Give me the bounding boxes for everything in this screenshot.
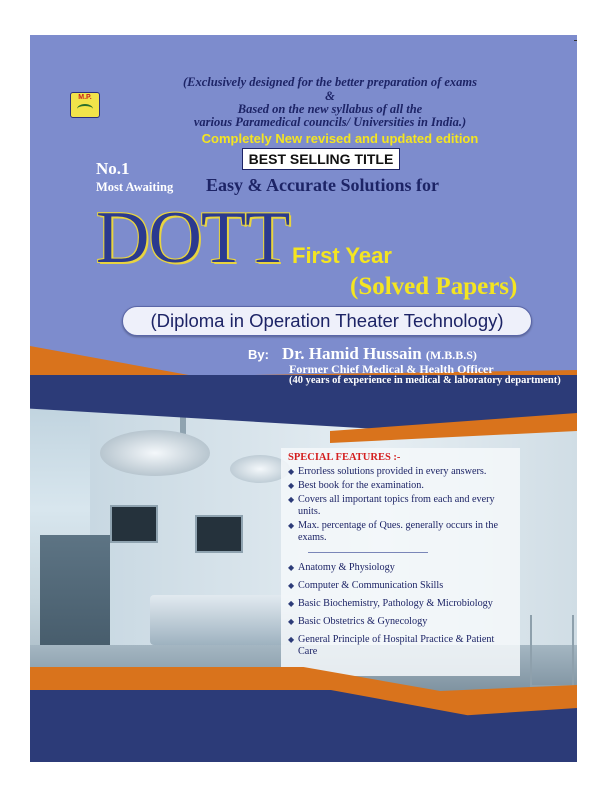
subject-item xyxy=(288,580,513,592)
feature-item xyxy=(288,480,513,492)
book-title: DOTT xyxy=(96,197,290,279)
diamond-bullet-icon: ◆ xyxy=(288,521,295,530)
author-degree: (M.B.B.S) xyxy=(425,348,477,362)
operating-table xyxy=(150,595,300,645)
subject-item xyxy=(288,616,513,628)
subject-item xyxy=(288,634,513,658)
author-by-label: By: xyxy=(248,347,269,362)
author-name-text: Dr. Hamid Hussain xyxy=(282,344,422,363)
subject-text: Basic Obstetrics & Gynecology xyxy=(298,616,428,627)
diamond-bullet-icon: ◆ xyxy=(288,495,295,504)
rank-number: No.1 xyxy=(96,159,130,178)
features-title: SPECIAL FEATURES :- xyxy=(288,452,401,463)
year-label: First Year xyxy=(292,243,392,268)
surgical-lamp-icon xyxy=(100,430,210,476)
blurb-line-1: (Exclusively designed for the better preparation of exams xyxy=(182,75,478,89)
headline: Easy & Accurate Solutions for xyxy=(206,175,439,195)
rank-caption: Most Awaiting xyxy=(96,180,174,194)
feature-item xyxy=(288,520,513,544)
subject-text: General Principle of Hospital Practice & Patient Care xyxy=(298,634,495,657)
subject-text: Anatomy & Physiology xyxy=(298,562,395,573)
feature-text: Errorless solutions provided in every answers. xyxy=(298,466,487,477)
diamond-bullet-icon: ◆ xyxy=(288,467,295,476)
monitor-icon xyxy=(110,505,158,543)
best-selling-badge: BEST SELLING TITLE xyxy=(242,148,400,170)
diamond-bullet-icon: ◆ xyxy=(288,581,295,590)
author-name xyxy=(282,344,477,364)
open-book-icon xyxy=(77,104,93,114)
diamond-bullet-icon: ◆ xyxy=(288,599,295,608)
features-divider xyxy=(308,552,428,553)
feature-text: Max. percentage of Ques. generally occurs in the exams. xyxy=(298,520,498,543)
publisher-logo-label: M.P. xyxy=(78,94,92,101)
monitor-icon xyxy=(195,515,243,553)
blurb-line-2: & xyxy=(325,89,335,103)
crop-mark xyxy=(574,40,577,41)
subject-item xyxy=(288,562,513,574)
book-cover xyxy=(30,35,577,762)
feature-item xyxy=(288,494,513,518)
publisher-logo xyxy=(70,92,100,118)
author-role: Former Chief Medical & Health Officer xyxy=(289,362,494,376)
instrument-rack xyxy=(530,615,574,687)
feature-item xyxy=(288,466,513,478)
special-features-box xyxy=(281,448,520,676)
diamond-bullet-icon: ◆ xyxy=(288,481,295,490)
edition-note: Completely New revised and updated edition xyxy=(201,131,479,146)
subtitle: (Solved Papers) xyxy=(350,273,518,300)
diamond-bullet-icon: ◆ xyxy=(288,635,295,644)
subject-text: Basic Biochemistry, Pathology & Microbiology xyxy=(298,598,493,609)
feature-text: Covers all important topics from each and every units. xyxy=(298,494,495,517)
blurb-line-4: various Paramedical councils/ Universities in India.) xyxy=(193,115,467,129)
diploma-banner: (Diploma in Operation Theater Technology) xyxy=(122,306,532,336)
author-experience: (40 years of experience in medical & laboratory department) xyxy=(289,375,561,386)
diamond-bullet-icon: ◆ xyxy=(288,563,295,572)
diamond-bullet-icon: ◆ xyxy=(288,617,295,626)
blurb-line-3: Based on the new syllabus of all the xyxy=(237,102,423,116)
feature-text: Best book for the examination. xyxy=(298,480,424,491)
subject-text: Computer & Communication Skills xyxy=(298,580,444,591)
subject-item xyxy=(288,598,513,610)
